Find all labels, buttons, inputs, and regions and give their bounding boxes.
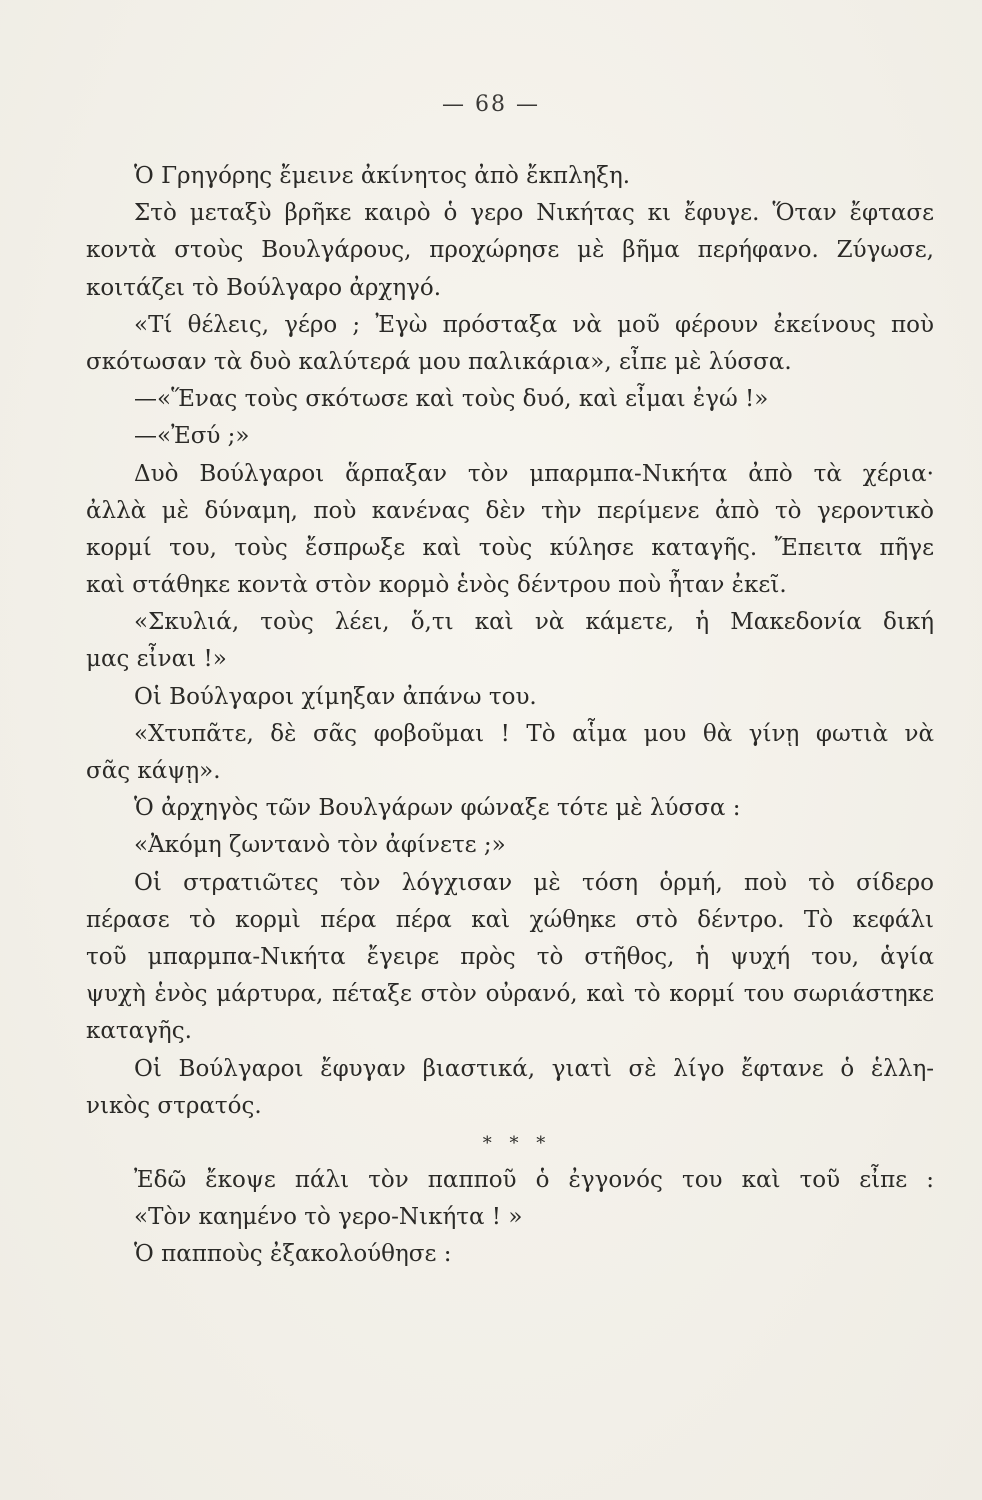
text-line: Οἱ Βούλγαροι ἔφυγαν βιαστικά, γιατὶ σὲ λίγο ἔφτανε ὁ ἑλλη- (134, 1055, 934, 1082)
text-line: καὶ στάθηκε κοντὰ στὸν κορμὸ ἑνὸς δέντρου ποὺ ἦταν ἐκεῖ. (86, 572, 787, 599)
text-line: —«Ἕνας τοὺς σκότωσε καὶ τοὺς δυό, καὶ εἶμαι ἐγώ !» (134, 386, 769, 413)
text-line: Ὁ ἀρχηγὸς τῶν Βουλγάρων φώναξε τότε μὲ λύσσα : (134, 795, 741, 822)
text-line: Οἱ στρατιῶτες τὸν λόγχισαν μὲ τόση ὁρμή, ποὺ τὸ σίδερο (134, 869, 934, 896)
body-text (86, 158, 934, 1274)
text-line: «Τὸν καημένο τὸ γερο-Νικήτα ! » (134, 1204, 523, 1231)
text-line: Δυὸ Βούλγαροι ἅρπαξαν τὸν μπαρμπα-Νικήτα ἀπὸ τὰ χέρια· (134, 460, 934, 487)
text-line: νικὸς στρατός. (86, 1092, 262, 1119)
text-line: σκότωσαν τὰ δυὸ καλύτερά μου παλικάρια», εἶπε μὲ λύσσα. (86, 348, 792, 375)
section-separator: * * * (482, 1132, 552, 1154)
text-line: κοιτάζει τὸ Βούλγαρο ἀρχηγό. (86, 274, 442, 301)
text-line: μας εἶναι !» (86, 646, 227, 673)
page-number: — 68 — (442, 92, 540, 117)
text-line: ψυχὴ ἑνὸς μάρτυρα, πέταξε στὸν οὐρανό, καὶ τὸ κορμί του σωριάστηκε (86, 981, 934, 1008)
text-line: «Ἀκόμη ζωντανὸ τὸν ἀφίνετε ;» (134, 832, 506, 859)
text-line: κορμί του, τοὺς ἔσπρωξε καὶ τοὺς κύλησε καταγῆς. Ἔπειτα πῆγε (86, 534, 934, 561)
text-line: πέρασε τὸ κορμὶ πέρα πέρα καὶ χώθηκε στὸ δέντρο. Τὸ κεφάλι (86, 906, 934, 933)
text-line: «Τί θέλεις, γέρο ; Ἐγὼ πρόσταξα νὰ μοῦ φέρουν ἐκείνους ποὺ (134, 311, 934, 338)
text-line: σᾶς κάψῃ». (86, 758, 221, 784)
text-line: κοντὰ στοὺς Βουλγάρους, προχώρησε μὲ βῆμα περήφανο. Ζύγωσε, (86, 237, 934, 264)
text-line: «Χτυπᾶτε, δὲ σᾶς φοβοῦμαι ! Τὸ αἷμα μου θὰ γίνῃ φωτιὰ νὰ (134, 720, 934, 747)
text-line: Ἐδῶ ἔκοψε πάλι τὸν παπποῦ ὁ ἐγγονός του καὶ τοῦ εἶπε : (134, 1167, 934, 1194)
text-line: «Σκυλιά, τοὺς λέει, ὅ,τι καὶ νὰ κάμετε, ἡ Μακεδονία δική (134, 609, 934, 636)
text-line: Στὸ μεταξὺ βρῆκε καιρὸ ὁ γερο Νικήτας κι ἔφυγε. Ὅταν ἔφτασε (134, 200, 934, 227)
text-line: Ὁ Γρηγόρης ἔμεινε ἀκίνητος ἀπὸ ἔκπληξη. (134, 163, 631, 189)
text-line: καταγῆς. (86, 1018, 192, 1045)
text-line: τοῦ μπαρμπα-Νικήτα ἔγειρε πρὸς τὸ στῆθος, ἡ ψυχή του, ἁγία (86, 943, 934, 970)
text-line: Ὁ παπποὺς ἐξακολούθησε : (134, 1241, 452, 1268)
text-line: ἀλλὰ μὲ δύναμη, ποὺ κανένας δὲν τὴν περίμενε ἀπὸ τὸ γεροντικὸ (86, 497, 934, 524)
text-line: Οἱ Βούλγαροι χίμηξαν ἀπάνω του. (134, 683, 537, 710)
text-line: —«Ἐσύ ;» (134, 423, 250, 450)
